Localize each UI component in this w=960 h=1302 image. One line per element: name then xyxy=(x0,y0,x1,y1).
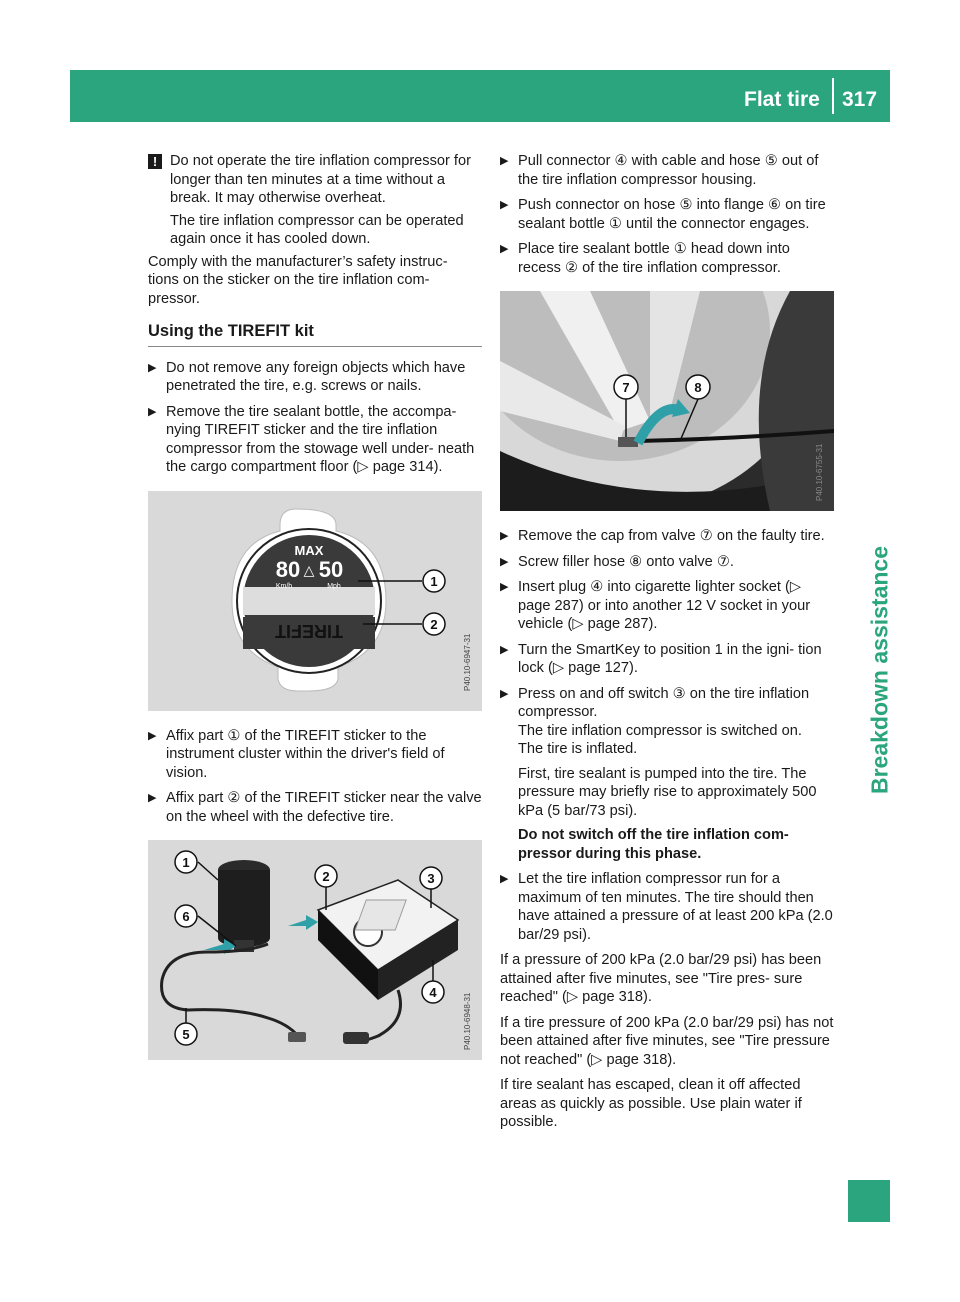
sticker-mph-unit: Mph xyxy=(327,582,341,590)
sticker-mph-value: 50 xyxy=(318,556,344,582)
figure-code: P40.10-6948-31 xyxy=(463,992,472,1050)
side-tab[interactable] xyxy=(860,520,900,820)
step-item xyxy=(500,240,834,277)
step-arrow-icon: ▶ xyxy=(500,687,509,700)
step-item xyxy=(500,196,834,233)
step-arrow-icon: ▶ xyxy=(148,405,157,418)
step-item xyxy=(500,578,834,634)
step-text: Place tire sealant bottle ① head down into recess ② of the tire inflation compressor. xyxy=(518,241,790,276)
step-arrow-icon: ▶ xyxy=(148,729,157,742)
callout-1: 1 xyxy=(182,855,190,870)
step-arrow-icon: ▶ xyxy=(500,199,509,211)
sticker-kmh-unit: Km/h xyxy=(275,582,293,590)
step-text: Let the tire inflation compressor run for a maximum of ten minutes. The tire should then have attained a pressure of at least 200 kPa (2.0 bar/29 psi). xyxy=(518,871,833,943)
paragraph-pressure-not-reached: If a tire pressure of 200 kPa (2.0 bar/29 psi) has not been attained after five minutes, see "Tire pressure not reached" (▷ page 318). xyxy=(500,1014,834,1068)
callout-3: 3 xyxy=(427,871,435,886)
callout-5: 5 xyxy=(182,1027,190,1042)
tirefit-sticker-illustration xyxy=(148,491,482,711)
step-item xyxy=(148,789,482,826)
callout-1: 1 xyxy=(430,573,438,589)
paragraph-sealant-escaped: If tire sealant has escaped, clean it off affected areas as quickly as possible. Use plain water if possible. xyxy=(500,1077,802,1130)
step-result-1: The tire inflation compressor is switched on. xyxy=(518,722,802,739)
step-item xyxy=(148,403,482,477)
paragraph-pressure-reached: If a pressure of 200 kPa (2.0 bar/29 psi) has been attained after five minutes, see "Tire pres- sure reached" (▷ page 318). xyxy=(500,952,822,1005)
step-item xyxy=(148,727,482,783)
step-arrow-icon: ▶ xyxy=(500,581,509,593)
step-arrow-icon: ▶ xyxy=(500,555,509,568)
warning-triangle-icon: △ xyxy=(303,561,315,578)
callout-2: 2 xyxy=(430,616,438,632)
right-column xyxy=(500,152,834,1139)
section-heading: Using the TIREFIT kit xyxy=(148,322,482,347)
step-text: Insert plug ④ into cigarette lighter socket (▷ page 287) or into another 12 V socket in your vehicle (▷ page 287). xyxy=(518,579,811,632)
step-arrow-icon: ▶ xyxy=(500,530,509,542)
step-item xyxy=(500,641,834,678)
step-text: Remove the tire sealant bottle, the accompa- nying TIREFIT sticker and the tire inflation compressor from the stowage well under- neath the cargo compartment floor (▷ page 314). xyxy=(166,403,475,475)
callout-2: 2 xyxy=(322,869,330,884)
step-item xyxy=(500,527,834,546)
step-text: Turn the SmartKey to position 1 in the igni- tion lock (▷ page 127). xyxy=(518,641,822,676)
step-arrow-icon: ▶ xyxy=(148,361,157,374)
warning-note xyxy=(148,152,482,249)
step-text: Press on and off switch ③ on the tire inflation compressor. xyxy=(518,685,810,720)
step-arrow-icon: ▶ xyxy=(500,873,509,885)
callout-6: 6 xyxy=(182,909,190,924)
step-text: Pull connector ④ with cable and hose ⑤ out of the tire inflation compressor housing. xyxy=(518,153,819,188)
tirefit-sticker-figure xyxy=(148,491,482,711)
step-text: Push connector on hose ⑤ into flange ⑥ on tire sealant bottle ① until the connector engages. xyxy=(518,197,826,232)
figure-code: P40.10-6755-31 xyxy=(815,443,824,501)
valve-hose-figure xyxy=(500,291,834,511)
tirefit-kit-figure xyxy=(148,840,482,1060)
step-result-2: The tire is inflated. xyxy=(518,741,638,757)
step-item xyxy=(500,553,834,572)
safety-paragraph: Comply with the manufacturer’s safety instruc- tions on the sticker on the tire inflation com- pressor. xyxy=(148,253,448,307)
step-item xyxy=(500,870,834,944)
step-arrow-icon: ▶ xyxy=(500,643,509,656)
step-text: Affix part ② of the TIREFIT sticker near the valve on the wheel with the defective tire. xyxy=(166,790,482,825)
step-text: Remove the cap from valve ⑦ on the faulty tire. xyxy=(518,528,825,544)
figure-code: P40.10-6947-31 xyxy=(463,633,472,691)
step-text: Screw filler hose ⑧ onto valve ⑦. xyxy=(518,553,734,570)
step-warning-bold: Do not switch off the tire inflation com- pressor during this phase. xyxy=(518,827,789,862)
callout-8: 8 xyxy=(694,380,702,395)
warning-text-2: The tire inflation compressor can be operated again once it has cooled down. xyxy=(170,212,464,247)
sticker-brand: TIREFIT xyxy=(275,620,343,641)
step-text: Affix part ① of the TIREFIT sticker to the instrument cluster within the driver's field of vision. xyxy=(166,727,445,781)
callout-4: 4 xyxy=(429,985,437,1000)
step-item xyxy=(500,152,834,189)
step-detail: First, tire sealant is pumped into the tire. The pressure may briefly rise to approximately 500 kPa (5 bar/73 psi). xyxy=(518,765,817,819)
step-arrow-icon: ▶ xyxy=(500,155,509,167)
tirefit-kit-illustration xyxy=(148,840,482,1060)
callout-7: 7 xyxy=(622,380,630,395)
sticker-max-label: MAX xyxy=(294,542,324,558)
step-arrow-icon: ▶ xyxy=(500,243,509,255)
step-item xyxy=(148,359,482,396)
section-title: Flat tire xyxy=(744,88,820,111)
valve-hose-illustration xyxy=(500,291,834,511)
warning-text-1: Do not operate the tire inflation compressor for longer than ten minutes at a time without a break. It may otherwise overheat. xyxy=(170,153,471,206)
step-text: Do not remove any foreign objects which have penetrated the tire, e.g. screws or nails. xyxy=(166,359,466,394)
left-column xyxy=(148,152,482,1076)
side-tab-block xyxy=(848,1180,890,1222)
sticker-kmh-value: 80 xyxy=(275,556,301,582)
step-arrow-icon: ▶ xyxy=(148,792,157,804)
side-tab-label: Breakdown assistance xyxy=(866,545,893,795)
page-number: 317 xyxy=(842,88,878,111)
header-divider xyxy=(832,78,834,114)
step-item-switch xyxy=(500,685,834,864)
warning-icon: ! xyxy=(148,154,162,169)
